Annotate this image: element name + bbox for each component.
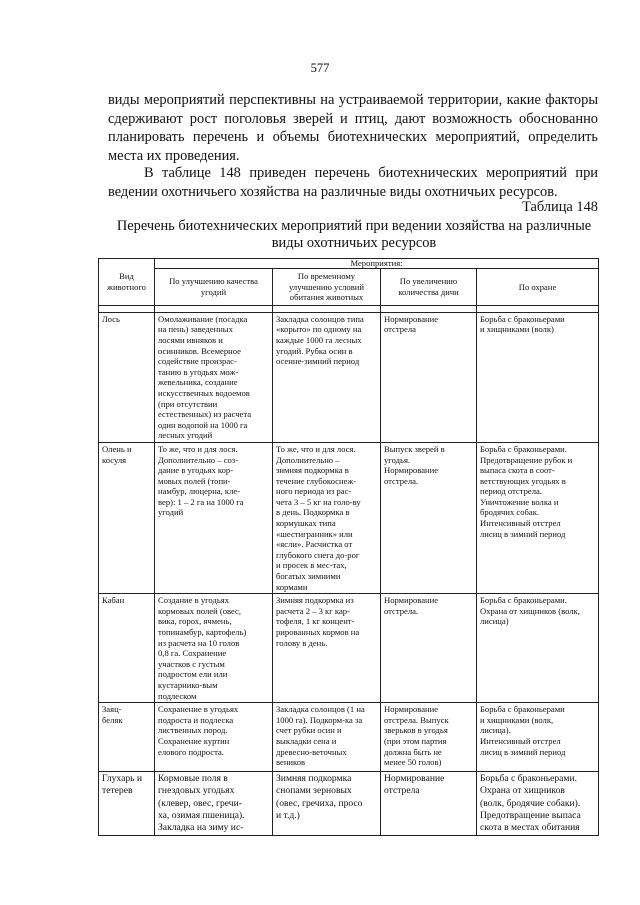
- protection-cell: Борьба с браконьерами и хищниками (волк, лисица). Интенсивный отстрел лисиц в зимний период: [477, 703, 599, 772]
- habitat-cell: Кормовые поля в гнездовых угодьях (клевер, овес, гречи- ха, озимая пшеница). Закладка на зиму ис-: [155, 772, 273, 836]
- animal-cell: Заяц- беляк: [99, 703, 155, 772]
- table-row: [99, 594, 599, 703]
- table-row: [99, 312, 599, 442]
- protection-cell: Борьба с браконьерами. Предотвращение рубок и выпаса скота в соот- ветствующих угодьях в период отстрела. Уничтожение волка и бродячих собак. Интенсивный отстрел лисиц в зимний период: [477, 442, 599, 593]
- habitat-cell: Создание в угодьях кормовых полей (овес, вика, горох, ячмень, топинамбур, картофель) из расчета на 10 голов 0,8 га. Сохранение участков с густым подростом ели или кустарнико-вым подлеском: [155, 594, 273, 703]
- page-number: 577: [310, 61, 330, 75]
- body-paragraph-2: В таблице 148 приведен перечень биотехнических мероприятий при ведении охотничьего хозяйства на различные виды охотничьих ресурсов.: [108, 165, 598, 200]
- table-title: Перечень биотехнических мероприятий при ведении хозяйства на различные виды охотничьих ресурсов: [116, 218, 592, 251]
- increase-cell: Нормирование отстрела. Выпуск зверьков в угодья (при этом партия должна быть не менее 50 голов): [381, 703, 477, 772]
- temporary-cell: Зимняя подкормка из расчета 2 – 3 кг кар- тофеля, 1 кг концент- рированных кормов на голову в день.: [273, 594, 381, 703]
- measures-table: [98, 258, 599, 836]
- table-row: [99, 703, 599, 772]
- header-measures: Мероприятия:: [155, 259, 599, 269]
- temporary-cell: Закладка солонцов типа «корыто» по одному на каждые 1000 га лесных угодий. Рубка осин в осенне-зимний период: [273, 312, 381, 442]
- header-increase: По увеличению количества дичи: [381, 269, 477, 306]
- protection-cell: Борьба с браконьерами и хищниками (волк): [477, 312, 599, 442]
- increase-cell: Нормирование отстрела: [381, 772, 477, 836]
- header-animal: Вид животного: [99, 259, 155, 306]
- table-spacer-row: [99, 305, 599, 312]
- header-habitat: По улучшению качества угодий: [155, 269, 273, 306]
- table-row: [99, 442, 599, 593]
- increase-cell: Нормирование отстрела.: [381, 594, 477, 703]
- animal-cell: Лось: [99, 312, 155, 442]
- habitat-cell: Омолаживание (посадка на пень) заведенных лосями ивняков и осинников. Всемерное содействие произрас- танию в угодьях мож- жевельника, создание искусственных водоемов (при отсутствии естественных) из расчета один водопой на 1000 га лесных угодий: [155, 312, 273, 442]
- temporary-cell: То же, что и для лося. Дополнительно – зимняя подкормка в течение глубокоснеж- ного периода из рас- чета 3 – 5 кг на голо-ву в день. Подкормка в кормушках типа «шестигранник» или «ясли». Расчистка от глубокого снега до-рог и просек в мес-тах, богатых зимними кормами: [273, 442, 381, 593]
- temporary-cell: Закладка солонцов (1 на 1000 га). Подкорм-ка за счет рубки осин и выкладки сена и древесно-веточных веников: [273, 703, 381, 772]
- habitat-cell: Сохранение в угодьях подроста и подлеска лиственных пород. Сохранение куртин елового подроста.: [155, 703, 273, 772]
- table-header-group-row: [99, 259, 599, 269]
- increase-cell: Нормирование отстрела: [381, 312, 477, 442]
- header-temporary: По временному улучшению условий обитания животных: [273, 269, 381, 306]
- animal-cell: Кабан: [99, 594, 155, 703]
- header-protection: По охране: [477, 269, 599, 306]
- table-row: [99, 772, 599, 836]
- habitat-cell: То же, что и для лося. Дополнительно – соз- дание в угодьях кор- мовых полей (топи- намбур, люцерна, кле- вер): 1 – 2 га на 1000 га угодий: [155, 442, 273, 593]
- body-paragraph-1: виды мероприятий перспективны на устраиваемой территории, какие факторы сдерживают рост поголовья зверей и птиц, дают возможность обоснованно планировать перечень и объемы биотехнических мероприятий, определить места их проведения.: [108, 92, 598, 164]
- animal-cell: Олень и косуля: [99, 442, 155, 593]
- table-header-row: [99, 269, 599, 306]
- protection-cell: Борьба с браконьерами. Охрана от хищников (волк, бродячие собаки). Предотвращение выпаса скота в местах обитания: [477, 772, 599, 836]
- animal-cell: Глухарь и тетерев: [99, 772, 155, 836]
- temporary-cell: Зимняя подкормка снопами зерновых (овес, гречиха, просо и т.д.): [273, 772, 381, 836]
- increase-cell: Выпуск зверей в угодья. Нормирование отстрела.: [381, 442, 477, 593]
- table-number: Таблица 148: [522, 199, 598, 215]
- protection-cell: Борьба с браконьерами. Охрана от хищников (волк, лисица): [477, 594, 599, 703]
